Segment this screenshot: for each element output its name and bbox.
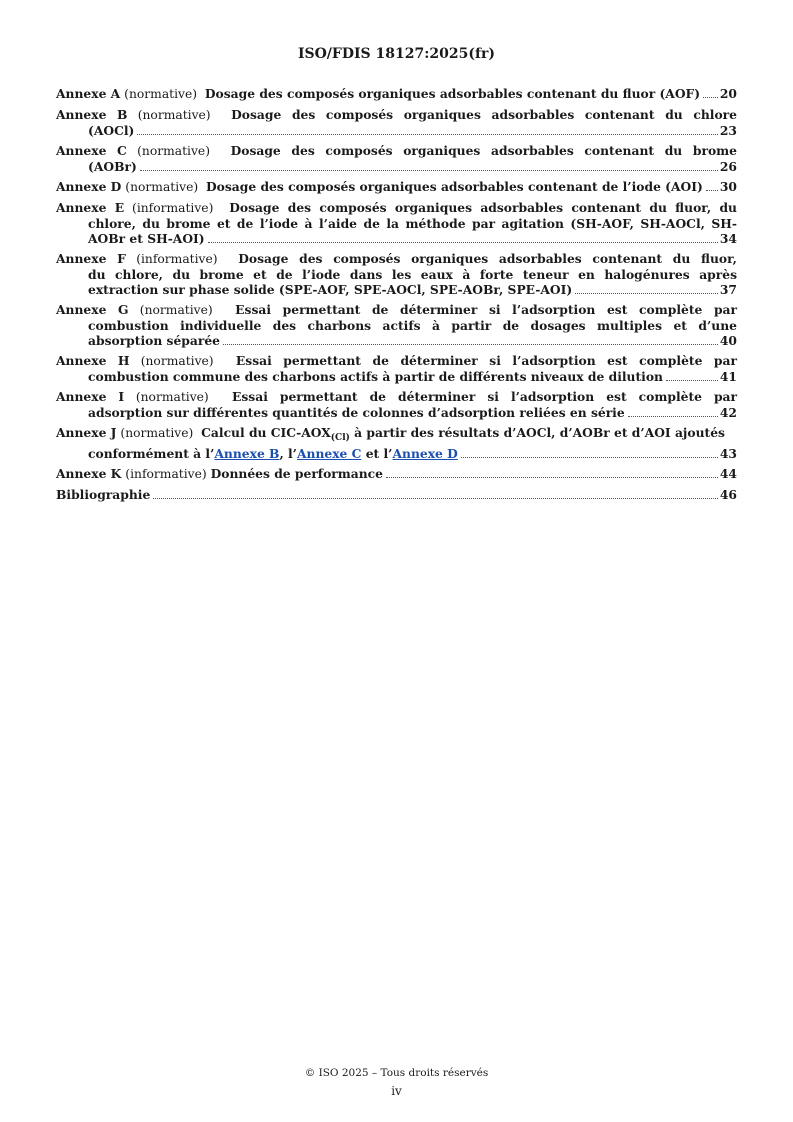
toc-entry-annex-c[interactable] [56,143,737,174]
annex-label: Annexe E [56,200,125,215]
toc-entry-annex-b[interactable] [56,107,737,138]
annex-title-line-1: Dosage des composés organiques adsorbables contenant du fluor, [238,251,737,266]
annex-type: (informative) [125,467,207,481]
page-number: 26 [719,159,737,174]
annex-type: (informative) [136,252,218,266]
annex-title-line-2: (AOCl) [88,123,135,138]
dot-leader [386,477,718,478]
page-number: 40 [719,333,737,348]
dot-leader [575,293,718,294]
annex-title-line-3: extraction sur phase solide (SPE-AOF, SPE-AOCl, SPE-AOBr, SPE-AOI) [88,282,573,297]
dot-leader [461,457,718,458]
annex-type: (normative) [135,390,209,404]
page-number: 30 [719,179,737,194]
separator-text: et l’ [361,446,393,461]
dot-leader [703,97,718,98]
annex-label: Annexe A [56,86,121,101]
annex-type: (normative) [137,108,211,122]
annex-label: Annexe G [56,302,129,317]
dot-leader [706,190,718,191]
document-id-header: ISO/FDIS 18127:2025(fr) [297,46,496,62]
page-number: 43 [719,446,737,461]
page-number-footer: iv [391,1084,402,1098]
annex-title: Dosage des composés organiques adsorbables contenant du fluor (AOF) [204,86,701,101]
toc-entry-annex-j[interactable] [56,425,737,461]
annex-label: Annexe I [56,389,125,404]
page-number: 46 [719,487,737,502]
annex-title-line-1: Essai permettant de déterminer si l’adsorption est complète par [235,353,737,368]
annex-title-line-3: AOBr et SH-AOI) [88,231,205,246]
annex-title-line-2: (AOBr) [88,159,137,174]
annex-type: (normative) [139,303,213,317]
annex-title-subscript: (Cl) [330,433,350,443]
toc-entry-annex-a[interactable] [56,86,737,102]
annex-title-pre: Calcul du CIC-AOX [201,425,331,440]
annex-type: (normative) [137,144,211,158]
annex-d-link[interactable]: Annexe D [392,446,458,461]
annex-title-line-2: du chlore, du brome et de l’iode dans les eaux à forte teneur en halogénures après [88,267,737,282]
annex-label: Annexe J [56,425,117,440]
separator-text: , l’ [279,446,297,461]
toc-entry-annex-h[interactable] [56,353,737,384]
annex-label: Annexe C [56,143,127,158]
page-number: 23 [719,123,737,138]
annex-title-line-2: combustion commune des charbons actifs à partir de différents niveaux de dilution [88,369,663,384]
annex-title-line-2: chlore, du brome et de l’iode à l’aide de la méthode par agitation (SH-AOF, SH-AOCl, SH- [88,216,737,231]
annex-label: Annexe D [56,179,122,194]
dot-leader [153,498,718,499]
dot-leader [208,242,718,243]
toc-entry-annex-k[interactable] [56,466,737,482]
page-number: 44 [719,466,737,481]
annex-title-line-1: Dosage des composés organiques adsorbables contenant du chlore [231,107,737,122]
annex-title: Données de performance [210,466,383,481]
toc-entry-annex-e[interactable] [56,200,737,246]
dot-leader [666,380,718,381]
annex-c-link[interactable]: Annexe C [296,446,362,461]
annex-title-line-3: absorption séparée [88,333,220,348]
bibliography-title: Bibliographie [56,487,151,502]
annex-type: (informative) [132,201,214,215]
annex-title-post: à partir des résultats d’AOCl, d’AOBr et d’AOI ajoutés [349,425,725,440]
page-number: 20 [719,86,737,101]
annex-title-line-1: Essai permettant de déterminer si l’adsorption est complète par [235,302,737,317]
page-number: 42 [719,405,737,420]
toc-entry-annex-i[interactable] [56,389,737,420]
dot-leader [137,134,718,135]
annex-type: (normative) [125,180,199,194]
annex-type: (normative) [124,87,198,101]
annex-title-line-2: conformément à l’ [88,446,215,461]
table-of-contents [56,86,737,507]
annex-type: (normative) [120,426,194,440]
annex-title-line-1: Dosage des composés organiques adsorbables contenant du fluor, du [229,200,737,215]
dot-leader [140,170,718,171]
annex-title-line-2: adsorption sur différentes quantités de colonnes d’adsorption reliées en série [88,405,625,420]
copyright-footer: © ISO 2025 – Tous droits réservés [304,1067,489,1079]
page-number: 34 [719,231,737,246]
annex-label: Annexe K [56,466,122,481]
annex-label: Annexe F [56,251,126,266]
annex-label: Annexe B [56,107,128,122]
annex-label: Annexe H [56,353,130,368]
toc-entry-bibliography[interactable] [56,487,737,502]
toc-entry-annex-g[interactable] [56,302,737,348]
annex-title: Dosage des composés organiques adsorbables contenant de l’iode (AOI) [206,179,703,194]
annex-title-line-1: Dosage des composés organiques adsorbables contenant du brome [230,143,738,158]
toc-entry-annex-f[interactable] [56,251,737,297]
toc-entry-annex-d[interactable] [56,179,737,195]
annex-b-link[interactable]: Annexe B [214,446,280,461]
annex-title-line-2: combustion individuelle des charbons actifs à partir de dosages multiples et d’une [88,318,737,333]
page-number: 41 [719,369,737,384]
annex-type: (normative) [140,354,214,368]
page-number: 37 [719,282,737,297]
dot-leader [628,416,718,417]
dot-leader [223,344,718,345]
annex-title-line-1: Essai permettant de déterminer si l’adsorption est complète par [232,389,738,404]
